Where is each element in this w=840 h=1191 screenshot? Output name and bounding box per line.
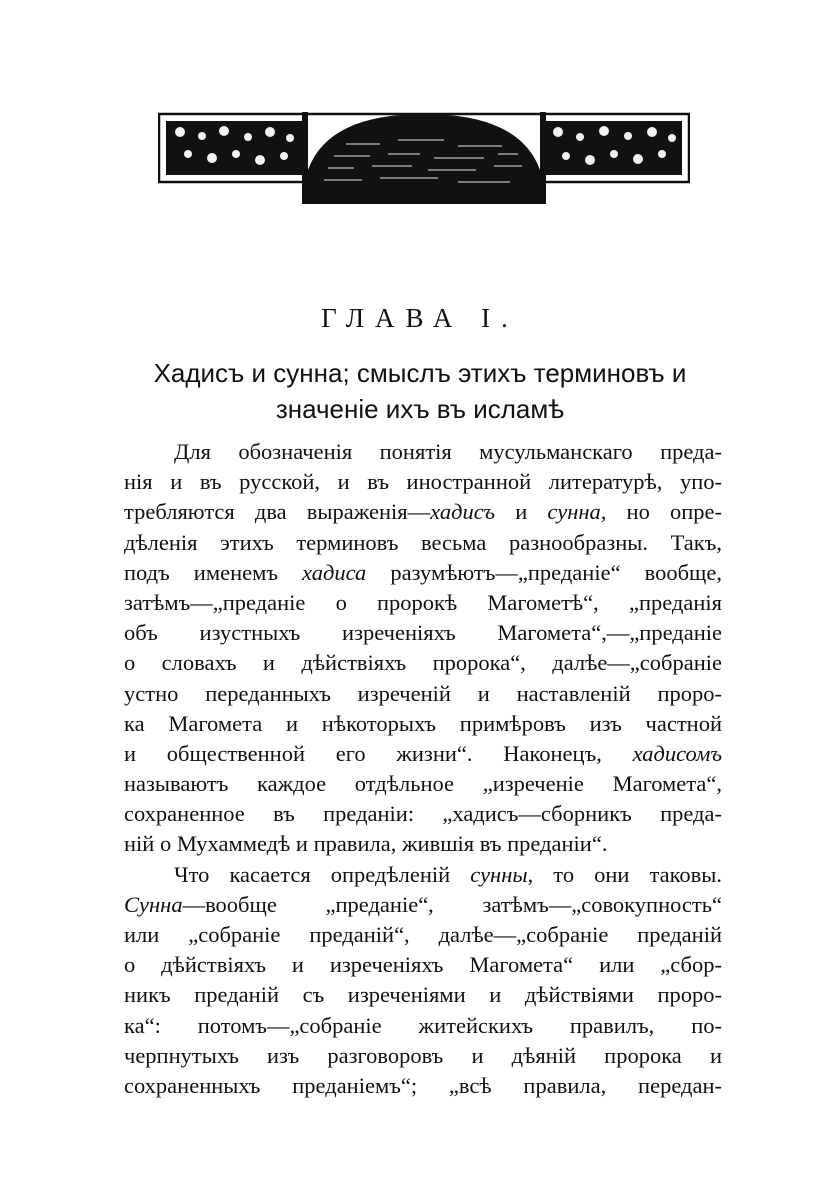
text-segment: называютъ каждое отдѣльное „изреченіе Магомета“, [124,771,722,797]
text-line [124,980,722,1010]
text-segment: затѣмъ—„преданіе о пророкѣ Магометѣ“, „преданія [124,589,722,615]
text-line [124,467,722,497]
italic-term: сунна, [547,499,607,525]
text-segment: но опре- [606,499,722,525]
text-segment: устно переданныхъ изреченій и наставленій проро- [124,680,722,706]
text-line [124,890,722,920]
text-segment: дѣленія этихъ терминовъ весьма разнообразны. Такъ, [124,529,722,555]
chapter-heading: ГЛАВА I. [321,303,519,333]
text-line [124,739,722,769]
chapter-title [100,355,740,427]
text-line [124,437,722,467]
body-text [124,437,722,1101]
text-segment: никъ преданій съ изреченіями и дѣйствіями проро- [124,982,722,1008]
text-segment: сохраненныхъ преданіемъ“; „всѣ правила, передан- [124,1072,722,1098]
text-segment: объ изустныхъ изреченіяхъ Магомета“,—„преданіе [124,620,722,646]
text-line [124,588,722,618]
text-line [124,769,722,799]
text-line [124,799,722,829]
text-segment: то они таковы. [533,861,722,887]
text-line [124,920,722,950]
text-segment: Что касается опредѣленій [174,861,471,887]
text-segment: о словахъ и дѣйствіяхъ пророка“, далѣе—„собраніе [124,650,722,676]
chapter-title-line: значеніе ихъ въ исламѣ [275,394,565,424]
text-line [124,829,722,859]
italic-term: хадисомъ [632,740,722,766]
text-segment: ній о Мухаммедѣ и правила, жившія въ преданіи“. [124,831,608,857]
text-segment: —вообще „преданіе“, затѣмъ—„совокупность“ [182,891,722,917]
text-segment: Для обозначенія понятія мусульманскаго преда- [174,439,722,464]
text-line [124,1011,722,1041]
italic-term: хадиса [302,559,367,585]
text-line [124,528,722,558]
text-line [124,558,722,588]
italic-term: сунны, [470,861,534,887]
text-segment: разумѣютъ—„преданіе“ вообще, [366,559,722,585]
text-segment: и общественной его жизни“. Наконецъ, [124,740,633,766]
text-line [124,679,722,709]
text-segment: подъ именемъ [124,559,303,585]
text-line [124,860,722,890]
text-line [124,618,722,648]
text-line [124,497,722,527]
text-segment: требляются два выраженія— [124,499,431,525]
ornamental-headpiece [158,104,690,206]
text-line [124,709,722,739]
chapter-title-line: Хадисъ и сунна; смыслъ этихъ терминовъ и [153,358,687,388]
text-segment: или „собраніе преданій“, далѣе—„собраніе преданій [124,922,722,947]
text-segment: и [495,499,548,525]
text-line [124,950,722,980]
text-segment: ка“: потомъ—„собраніе житейскихъ правилъ, по- [124,1012,722,1038]
text-segment: нія и въ русской, и въ иностранной литературѣ, упо- [124,469,722,495]
italic-term: Сунна [124,891,183,917]
text-segment: ка Магомета и нѣкоторыхъ примѣровъ изъ частной [124,710,722,736]
italic-term: хадисъ [430,499,496,525]
text-segment: о дѣйствіяхъ и изреченіяхъ Магомета“ или „сбор- [124,952,722,978]
text-segment: черпнутыхъ изъ разговоровъ и дѣяній пророка и [124,1042,722,1068]
text-line [124,1041,722,1071]
text-segment: сохраненное въ преданіи: „хадисъ—сборникъ преда- [124,801,722,827]
text-line [124,648,722,678]
text-line [124,1071,722,1101]
